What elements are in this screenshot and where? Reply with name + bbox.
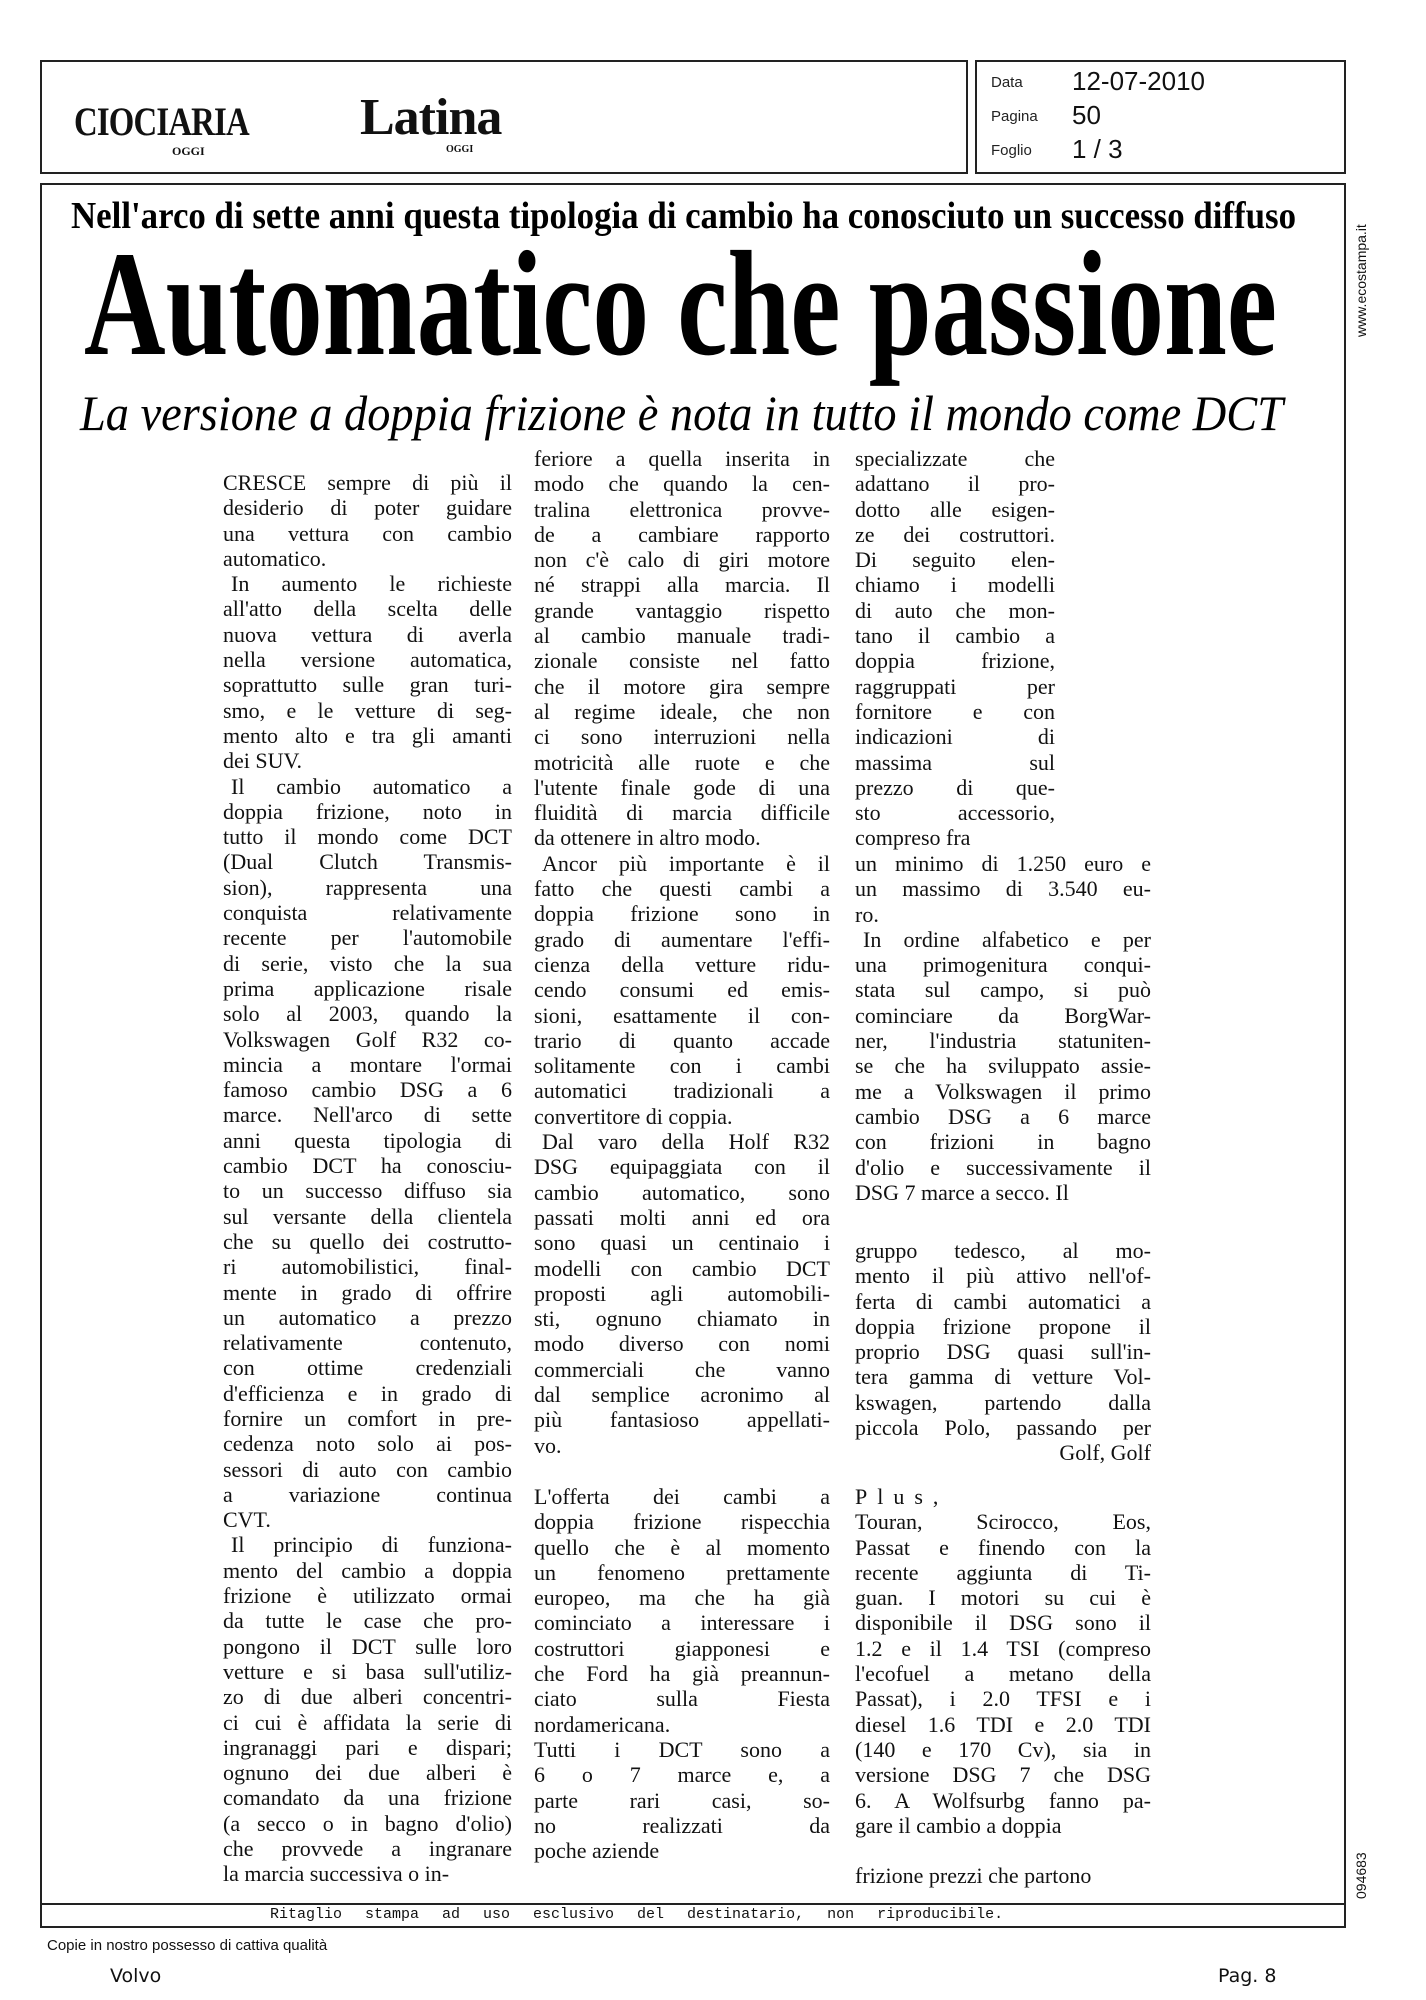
text-line: una vettura con cambio xyxy=(223,520,512,546)
text-line: all'atto della scelta delle xyxy=(223,596,512,622)
text-line: con ottime credenziali xyxy=(223,1355,512,1381)
text-line: kswagen, partendo dalla xyxy=(855,1389,1151,1415)
text-line: CRESCE sempre di più il xyxy=(223,470,512,495)
text-column-3-block xyxy=(855,1238,1151,1466)
quality-note: Copie in nostro possesso di cattiva qualità xyxy=(47,1937,328,1954)
text-line: de a cambiare rapporto xyxy=(534,521,830,547)
text-line: trario di quanto accade xyxy=(534,1027,830,1053)
text-line: automatici tradizionali a xyxy=(534,1078,830,1104)
footer-divider xyxy=(40,1903,1346,1905)
logo-ciociaria-sub: OGGI xyxy=(172,144,205,158)
text-line: mento del cambio a doppia xyxy=(223,1557,512,1583)
logo-latina: Latina xyxy=(360,89,502,146)
text-line: fluidità di marcia difficile xyxy=(534,800,830,826)
text-line: una primogenitura conqui- xyxy=(855,952,1151,978)
text-line: a variazione continua xyxy=(223,1481,512,1507)
text-line: In aumento le richieste xyxy=(231,571,512,597)
text-line: automatico. xyxy=(223,545,327,571)
text-line: ferta di cambi automatici a xyxy=(855,1288,1151,1314)
text-line: doppia frizione, noto in xyxy=(223,798,512,824)
text-line: sion), rappresenta una xyxy=(223,874,512,900)
text-line: grado di aumentare l'effi- xyxy=(534,926,830,952)
text-line: versione DSG 7 che DSG xyxy=(855,1762,1151,1788)
text-line: DSG equipaggiata con il xyxy=(534,1154,830,1180)
text-line: recente per l'automobile xyxy=(223,925,512,951)
text-line: vo. xyxy=(534,1432,562,1458)
text-line: guan. I motori su cui è xyxy=(855,1585,1151,1611)
text-line: frizione prezzi che partono xyxy=(855,1863,1092,1888)
text-line: doppia frizione, xyxy=(855,648,1055,674)
text-line: europeo, ma che ha già xyxy=(534,1585,830,1611)
text-line: l'ecofuel a metano della xyxy=(855,1661,1151,1687)
text-line: al cambio manuale tradi- xyxy=(534,623,830,649)
text-line: cominciare da BorgWar- xyxy=(855,1002,1151,1028)
text-line: sto accessorio, xyxy=(855,800,1055,826)
text-line: 6. A Wolfsurbg fanno pa- xyxy=(855,1787,1151,1813)
text-line: specializzate che xyxy=(855,446,1055,471)
text-line: se che ha sviluppato assie- xyxy=(855,1053,1151,1079)
text-line: da ottenere in altro modo. xyxy=(534,825,761,851)
text-line: anni questa tipologia di xyxy=(223,1127,512,1153)
text-line: chiamo i modelli xyxy=(855,572,1055,598)
text-line: cambio DCT ha conosciu- xyxy=(223,1153,512,1179)
text-column-3-block xyxy=(855,1484,1151,1838)
text-line: d'efficienza e in grado di xyxy=(223,1380,512,1406)
text-line: fornire un comfort in pre- xyxy=(223,1405,512,1431)
text-line: cambio DSG a 6 marce xyxy=(855,1103,1151,1129)
text-line: proposti agli automobili- xyxy=(534,1280,830,1306)
text-line: ingranaggi pari e dispari; xyxy=(223,1734,512,1760)
text-line: un massimo di 3.540 eu- xyxy=(855,876,1151,902)
text-line: ciato sulla Fiesta xyxy=(534,1686,830,1712)
text-line: Golf, Golf xyxy=(1059,1440,1151,1466)
text-line: Ancor più importante è il xyxy=(542,850,830,876)
text-line: Touran, Scirocco, Eos, xyxy=(855,1509,1151,1535)
text-line: che su quello dei costrutto- xyxy=(223,1228,512,1254)
text-line: to un successo diffuso sia xyxy=(223,1178,512,1204)
text-line: piccola Polo, passando per xyxy=(855,1415,1151,1441)
text-line: non c'è calo di giri motore xyxy=(534,547,830,573)
text-line: adattano il pro- xyxy=(855,471,1055,497)
text-line: dei SUV. xyxy=(223,748,303,774)
text-line: stata sul campo, si può xyxy=(855,977,1151,1003)
text-line: passati molti anni ed ora xyxy=(534,1204,830,1230)
text-line: ro. xyxy=(855,901,879,927)
text-line: (a secco o in bagno d'olio) xyxy=(223,1810,512,1836)
text-line: tralina elettronica provve- xyxy=(534,496,830,522)
text-line: prima applicazione risale xyxy=(223,975,512,1001)
text-column-2-block xyxy=(534,1484,830,1863)
text-line: convertitore di coppia. xyxy=(534,1103,733,1129)
text-line: modo diverso con nomi xyxy=(534,1331,830,1357)
text-line: sessori di auto con cambio xyxy=(223,1456,512,1482)
text-line: doppia frizione propone il xyxy=(855,1313,1151,1339)
text-line: vetture e si basa sull'utiliz- xyxy=(223,1658,512,1684)
text-line: con frizioni in bagno xyxy=(855,1129,1151,1155)
text-line: Tutti i DCT sono a xyxy=(534,1736,830,1762)
text-line: quello che è al momento xyxy=(534,1534,830,1560)
text-line: che il motore gira sempre xyxy=(534,673,830,699)
logo-latina-sub: OGGI xyxy=(446,144,474,155)
text-line: d'olio e successivamente il xyxy=(855,1154,1151,1180)
text-line: commerciali che vanno xyxy=(534,1356,830,1382)
text-line: fatto che questi cambi a xyxy=(534,876,830,902)
text-line: smo, e le vetture di seg- xyxy=(223,697,512,723)
text-line: raggruppati per xyxy=(855,673,1055,699)
page-number: Pag. 8 xyxy=(1218,1965,1277,1987)
text-line: solitamente con i cambi xyxy=(534,1053,830,1079)
text-line: comandato da una frizione xyxy=(223,1785,512,1811)
document-code: 094683 xyxy=(1353,1852,1369,1899)
text-line: L'offerta dei cambi a xyxy=(534,1484,830,1509)
text-line: Il principio di funziona- xyxy=(231,1532,512,1558)
foglio-value: 1 / 3 xyxy=(1072,134,1123,164)
text-line: prezzo di que- xyxy=(855,774,1055,800)
text-line: la marcia successiva o in- xyxy=(223,1861,450,1887)
text-line: ci sono interruzioni nella xyxy=(534,724,830,750)
text-line: sioni, esattamente il con- xyxy=(534,1002,830,1028)
text-line: di auto che mon- xyxy=(855,597,1055,623)
text-line: mento alto e tra gli amanti xyxy=(223,722,512,748)
text-line: da tutte le case che pro- xyxy=(223,1608,512,1634)
pagina-label: Pagina xyxy=(991,108,1038,125)
headline: Automatico che passione xyxy=(84,221,1277,387)
text-line: cominciato a interessare i xyxy=(534,1610,830,1636)
client-name: Volvo xyxy=(110,1965,162,1987)
text-line: nuova vettura di averla xyxy=(223,621,512,647)
text-line: cambio automatico, sono xyxy=(534,1179,830,1205)
text-line: relativamente contenuto, xyxy=(223,1330,512,1356)
text-line: un automatico a prezzo xyxy=(223,1304,512,1330)
text-column-2-block xyxy=(534,446,830,1458)
text-line: gare il cambio a doppia xyxy=(855,1812,1062,1838)
text-line: tano il cambio a xyxy=(855,623,1055,649)
text-line: più fantasioso appellati- xyxy=(534,1407,830,1433)
reproduction-notice: Ritaglio stampa ad uso esclusivo del destinatario, non riproducibile. xyxy=(270,1906,1004,1923)
text-line: Volkswagen Golf R32 co- xyxy=(223,1026,512,1052)
text-line: zionale consiste nel fatto xyxy=(534,648,830,674)
data-value: 12-07-2010 xyxy=(1072,66,1205,96)
text-line: (140 e 170 Cv), sia in xyxy=(855,1736,1151,1762)
text-line: ri automobilistici, final- xyxy=(223,1254,512,1280)
text-line: dal semplice acronimo al xyxy=(534,1381,830,1407)
text-column-3-block xyxy=(855,1863,1151,1888)
text-line: Dal varo della Holf R32 xyxy=(542,1129,830,1155)
text-line: poche aziende xyxy=(534,1838,660,1864)
text-line: 6 o 7 marce e, a xyxy=(534,1762,830,1788)
text-line: 1.2 e il 1.4 TSI (compreso xyxy=(855,1635,1151,1661)
text-line: cedenza noto solo ai pos- xyxy=(223,1431,512,1457)
text-line: ner, l'industria statuniten- xyxy=(855,1028,1151,1054)
text-line: modelli con cambio DCT xyxy=(534,1255,830,1281)
article-titles xyxy=(0,0,1426,450)
text-line: Passat), i 2.0 TFSI e i xyxy=(855,1686,1151,1712)
pagina-value: 50 xyxy=(1072,100,1101,130)
text-line: mincia a montare l'ormai xyxy=(223,1051,512,1077)
text-line: nella versione automatica, xyxy=(223,647,512,673)
text-line: motricità alle ruote e che xyxy=(534,749,830,775)
text-line: al regime ideale, che non xyxy=(534,698,830,724)
text-line: che Ford ha già preannun- xyxy=(534,1661,830,1687)
text-line: mento il più attivo nell'of- xyxy=(855,1263,1151,1289)
text-line: l'utente finale gode di una xyxy=(534,774,830,800)
text-line: Passat e finendo con la xyxy=(855,1534,1151,1560)
text-line: né strappi alla marcia. Il xyxy=(534,572,830,598)
text-line: disponibile il DSG sono il xyxy=(855,1610,1151,1636)
text-line: zo di due alberi concentri- xyxy=(223,1684,512,1710)
text-line: nordamericana. xyxy=(534,1711,671,1737)
text-line: desiderio di poter guidare xyxy=(223,495,512,521)
text-line: dotto alle esigen- xyxy=(855,496,1055,522)
text-line: pongono il DCT sulle loro xyxy=(223,1633,512,1659)
text-line: CVT. xyxy=(223,1507,271,1533)
kicker: Nell'arco di sette anni questa tipologia di cambio ha conosciuto un successo diffuso xyxy=(71,195,1296,237)
text-line: famoso cambio DSG a 6 xyxy=(223,1077,512,1103)
text-column-3-block xyxy=(855,446,1055,851)
text-line: DSG 7 marce a secco. Il xyxy=(855,1179,1069,1205)
text-line: modo che quando la cen- xyxy=(534,471,830,497)
text-line: gruppo tedesco, al mo- xyxy=(855,1238,1151,1263)
text-line: soprattutto sulle gran turi- xyxy=(223,672,512,698)
text-line: sti, ognuno chiamato in xyxy=(534,1306,830,1332)
text-line: conquista relativamente xyxy=(223,900,512,926)
text-line: fornitore e con xyxy=(855,698,1055,724)
text-line: Plus, xyxy=(855,1484,949,1509)
text-line: solo al 2003, quando la xyxy=(223,1001,512,1027)
text-line: sul versante della clientela xyxy=(223,1203,512,1229)
text-line: (Dual Clutch Transmis- xyxy=(223,849,512,875)
text-line: cienza della vetture ridu- xyxy=(534,951,830,977)
text-line: ze dei costruttori. xyxy=(855,521,1055,547)
text-line: feriore a quella inserita in xyxy=(534,446,830,471)
text-line: ognuno dei due alberi è xyxy=(223,1760,512,1786)
text-column-3-block xyxy=(855,851,1151,1205)
text-line: doppia frizione sono in xyxy=(534,901,830,927)
text-line: In ordine alfabetico e per xyxy=(863,926,1151,952)
text-line: indicazioni di xyxy=(855,724,1055,750)
text-line: ci cui è affidata la serie di xyxy=(223,1709,512,1735)
text-line: Di seguito elen- xyxy=(855,547,1055,573)
text-line: costruttori giapponesi e xyxy=(534,1635,830,1661)
text-line: compreso fra xyxy=(855,825,971,851)
text-line: marce. Nell'arco di sette xyxy=(223,1102,512,1128)
text-line: cendo consumi ed emis- xyxy=(534,977,830,1003)
text-line: Il cambio automatico a xyxy=(231,773,512,799)
data-label: Data xyxy=(991,74,1023,91)
text-line: no realizzati da xyxy=(534,1812,830,1838)
text-line: me a Volkswagen il primo xyxy=(855,1078,1151,1104)
text-line: diesel 1.6 TDI e 2.0 TDI xyxy=(855,1711,1151,1737)
text-line: parte rari casi, so- xyxy=(534,1787,830,1813)
text-line: tutto il mondo come DCT xyxy=(223,824,512,850)
text-line: proprio DSG quasi sull'in- xyxy=(855,1339,1151,1365)
foglio-label: Foglio xyxy=(991,142,1032,159)
text-line: un fenomeno prettamente xyxy=(534,1559,830,1585)
text-column-1-block xyxy=(223,470,512,1887)
text-line: massima sul xyxy=(855,749,1055,775)
text-line: doppia frizione rispecchia xyxy=(534,1509,830,1535)
text-line: un minimo di 1.250 euro e xyxy=(855,851,1151,876)
text-line: di serie, visto che la sua xyxy=(223,950,512,976)
text-line: sono quasi un centinaio i xyxy=(534,1230,830,1256)
text-line: tera gamma di vetture Vol- xyxy=(855,1364,1151,1390)
logo-ciociaria: CIOCIARIA xyxy=(74,99,249,144)
text-line: grande vantaggio rispetto xyxy=(534,597,830,623)
ecostampa-site: www.ecostampa.it xyxy=(1353,224,1369,337)
text-line: frizione è utilizzato ormai xyxy=(223,1583,512,1609)
subtitle: La versione a doppia frizione è nota in tutto il mondo come DCT xyxy=(79,385,1286,441)
text-line: che provvede a ingranare xyxy=(223,1836,512,1862)
text-line: recente aggiunta di Ti- xyxy=(855,1559,1151,1585)
text-line: mente in grado di offrire xyxy=(223,1279,512,1305)
